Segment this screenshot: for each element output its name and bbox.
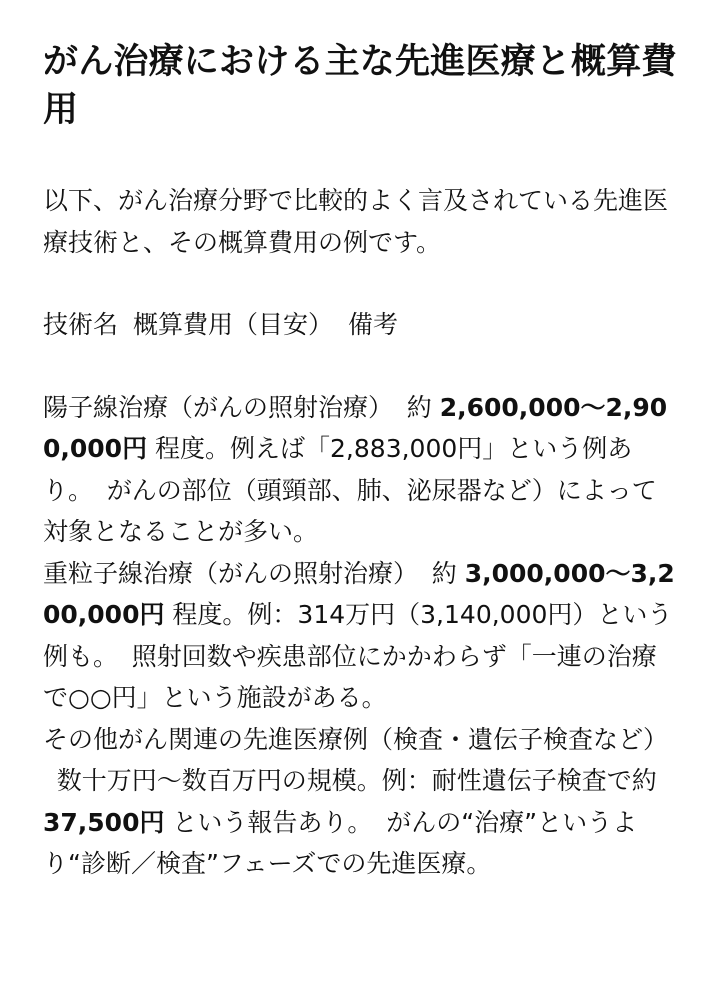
page-title: がん治療における主な先進医療と概算費用 [43,42,677,130]
table-header [43,304,678,346]
row-note: がんの“治療”というより“診断／検査”フェーズでの先進医療。 [43,807,638,878]
row-cost-amount: 3,000,000〜3,200,000円 [43,558,675,629]
table-row [43,387,678,553]
row-cost-detail: 程度。例えば「2,883,000円」という例あり。 [43,434,633,505]
row-cost-prefix: 約 [431,558,465,588]
table-row [43,719,678,885]
row-cost-detail: という報告あり。 [164,807,373,837]
row-technique: その他がん関連の先進医療例（検査・遺伝子検査など） [43,724,669,754]
row-cost-prefix: 数十万円〜数百万円の規模。例：耐性遺伝子検査で約 [56,766,657,795]
intro-paragraph: 以下、がん治療分野で比較的よく言及されている先進医療技術と、その概算費用の例です。 [43,186,669,257]
row-technique: 陽子線治療（がんの照射治療） [43,392,394,422]
table-row [43,553,678,719]
row-technique: 重粒子線治療（がんの照射治療） [43,558,419,588]
row-cost-prefix: 約 [406,392,440,422]
row-note: がんの部位（頭頸部、肺、泌尿器など）によって対象となることが多い。 [43,475,657,546]
header-note: 備考 [348,310,399,339]
row-cost-amount: 37,500円 [43,807,165,837]
header-cost: 概算費用（目安） [133,310,334,339]
row-cost-amount: 2,600,000〜2,900,000円 [43,392,668,463]
header-technique: 技術名 [43,310,119,339]
row-cost-detail: 程度。例：314万円（3,140,000円）という例も。 [43,600,673,671]
row-note: 照射回数や疾患部位にかかわらず「一連の治療で○○円」という施設がある。 [43,641,657,712]
